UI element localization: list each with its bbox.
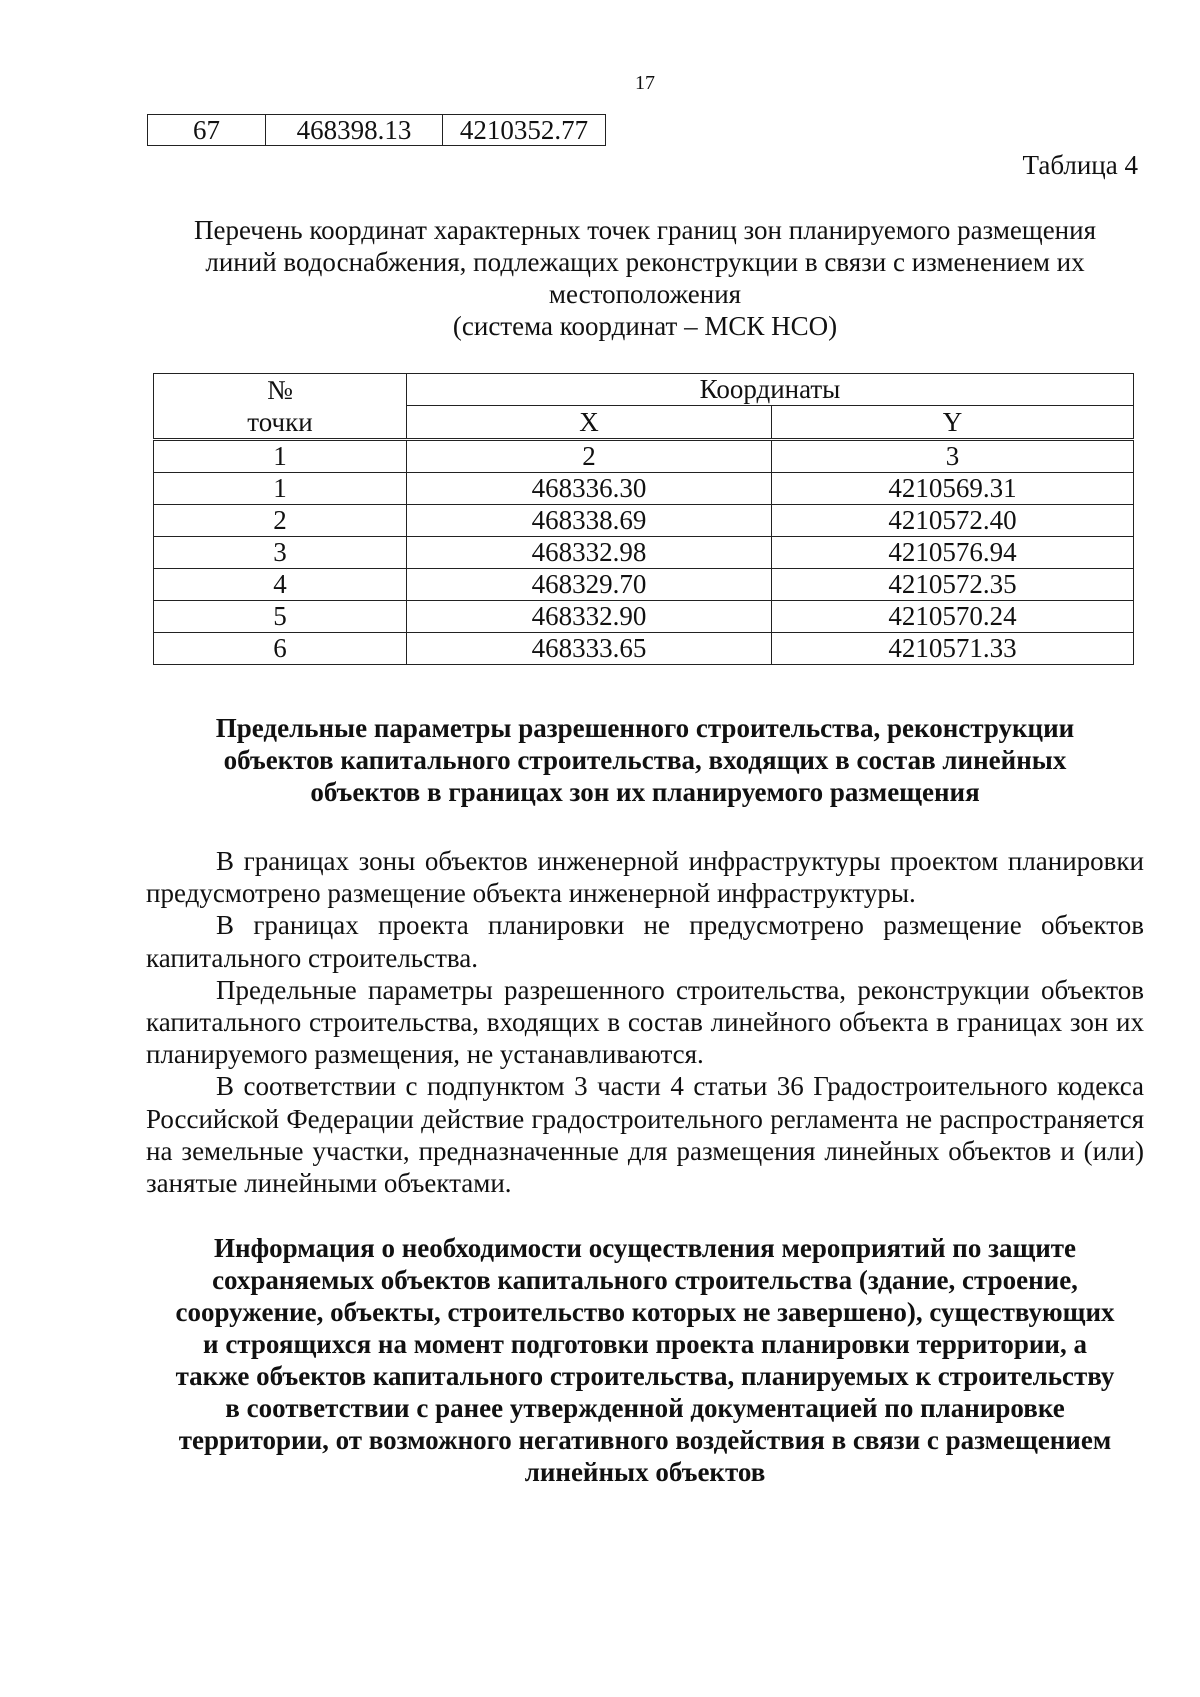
table-header-row bbox=[154, 374, 1134, 406]
paragraph: В границах проекта планировки не предусмотрено размещение объектов капитального строительства. bbox=[146, 910, 1144, 973]
heading-line: сооружение, объекты, строительство которых не завершено), существующих bbox=[175, 1297, 1115, 1327]
section-heading-parameters bbox=[120, 712, 1170, 808]
table-cell-x: 468332.90 bbox=[407, 601, 772, 633]
table-cell-y: 4210352.77 bbox=[443, 115, 606, 146]
heading-line: и строящихся на момент подготовки проекта планировки территории, а bbox=[203, 1329, 1087, 1359]
table-cell-y: 4210571.33 bbox=[772, 633, 1134, 665]
heading-line: линейных объектов bbox=[524, 1457, 766, 1487]
header-point-number-line1: № bbox=[267, 375, 293, 405]
table-title-line: Перечень координат характерных точек границ зон планируемого размещения bbox=[193, 215, 1096, 245]
paragraph: В соответствии с подпунктом 3 части 4 статьи 36 Градостроительного кодекса Российской Федерации действие градостроительного регламента не распространяется на земельные участки, предназначенные для размещения линейных объектов и (или) занятые линейными объектами. bbox=[146, 1071, 1144, 1199]
table-cell-point-number: 4 bbox=[154, 569, 407, 601]
table-title-line: линий водоснабжения, подлежащих реконструкции в связи с изменением их bbox=[205, 247, 1085, 277]
table-label: Таблица 4 bbox=[1022, 150, 1138, 180]
heading-line: Предельные параметры разрешенного строительства, реконструкции bbox=[215, 713, 1075, 743]
heading-line: объектов капитального строительства, входящих в состав линейных bbox=[223, 745, 1067, 775]
table-row bbox=[154, 601, 1134, 633]
table-cell-y: 4210576.94 bbox=[772, 537, 1134, 569]
heading-line: объектов в границах зон их планируемого размещения bbox=[310, 777, 980, 807]
table-row bbox=[154, 569, 1134, 601]
table-title-line: местоположения bbox=[548, 279, 742, 309]
table-cell-x: 468398.13 bbox=[266, 115, 443, 146]
table-cell-y: 4210569.31 bbox=[772, 473, 1134, 505]
table-cell-x: 468333.65 bbox=[407, 633, 772, 665]
heading-line: также объектов капитального строительства, планируемых к строительству bbox=[175, 1361, 1115, 1391]
section-heading-protection bbox=[120, 1232, 1170, 1488]
column-number: 1 bbox=[154, 440, 407, 473]
table-title-line: (система координат – МСК НСО) bbox=[452, 311, 838, 341]
table-row bbox=[154, 633, 1134, 665]
column-number: 3 bbox=[772, 440, 1134, 473]
header-coordinates: Координаты bbox=[407, 374, 1134, 406]
table-title bbox=[120, 214, 1170, 342]
table-cell-y: 4210572.35 bbox=[772, 569, 1134, 601]
table-row bbox=[154, 505, 1134, 537]
table-cell-x: 468336.30 bbox=[407, 473, 772, 505]
table-cell-point-number: 2 bbox=[154, 505, 407, 537]
paragraph: В границах зоны объектов инженерной инфраструктуры проектом планировки предусмотрено размещение объекта инженерной инфраструктуры. bbox=[146, 846, 1144, 909]
header-point-number-line2: точки bbox=[247, 407, 313, 437]
header-x: X bbox=[407, 406, 772, 440]
paragraph: Предельные параметры разрешенного строительства, реконструкции объектов капитального строительства, входящих в состав линейного объекта в границах зон их планируемого размещения, не устанавливаются. bbox=[146, 974, 1144, 1070]
heading-line: Информация о необходимости осуществления мероприятий по защите bbox=[213, 1233, 1077, 1263]
body-text bbox=[146, 845, 1144, 1199]
table-cell-x: 468332.98 bbox=[407, 537, 772, 569]
continuation-table bbox=[147, 114, 606, 146]
table-cell-x: 468329.70 bbox=[407, 569, 772, 601]
table-row bbox=[154, 473, 1134, 505]
table-cell-point-number: 6 bbox=[154, 633, 407, 665]
header-y: Y bbox=[772, 406, 1134, 440]
column-number: 2 bbox=[407, 440, 772, 473]
header-point-number bbox=[154, 374, 407, 440]
table-cell-y: 4210572.40 bbox=[772, 505, 1134, 537]
table-row bbox=[154, 537, 1134, 569]
heading-line: в соответствии с ранее утвержденной документацией по планировке bbox=[225, 1393, 1065, 1423]
page-number: 17 bbox=[635, 72, 655, 94]
table-cell-y: 4210570.24 bbox=[772, 601, 1134, 633]
table-cell-x: 468338.69 bbox=[407, 505, 772, 537]
table-cell-point-number: 67 bbox=[148, 115, 266, 146]
table-cell-point-number: 1 bbox=[154, 473, 407, 505]
table-row bbox=[148, 115, 606, 146]
heading-line: территории, от возможного негативного воздействия в связи с размещением bbox=[178, 1425, 1112, 1455]
table-cell-point-number: 3 bbox=[154, 537, 407, 569]
table-cell-point-number: 5 bbox=[154, 601, 407, 633]
column-numbers-row bbox=[154, 440, 1134, 473]
coordinates-table bbox=[153, 373, 1134, 665]
heading-line: сохраняемых объектов капитального строительства (здание, строение, bbox=[212, 1265, 1078, 1295]
